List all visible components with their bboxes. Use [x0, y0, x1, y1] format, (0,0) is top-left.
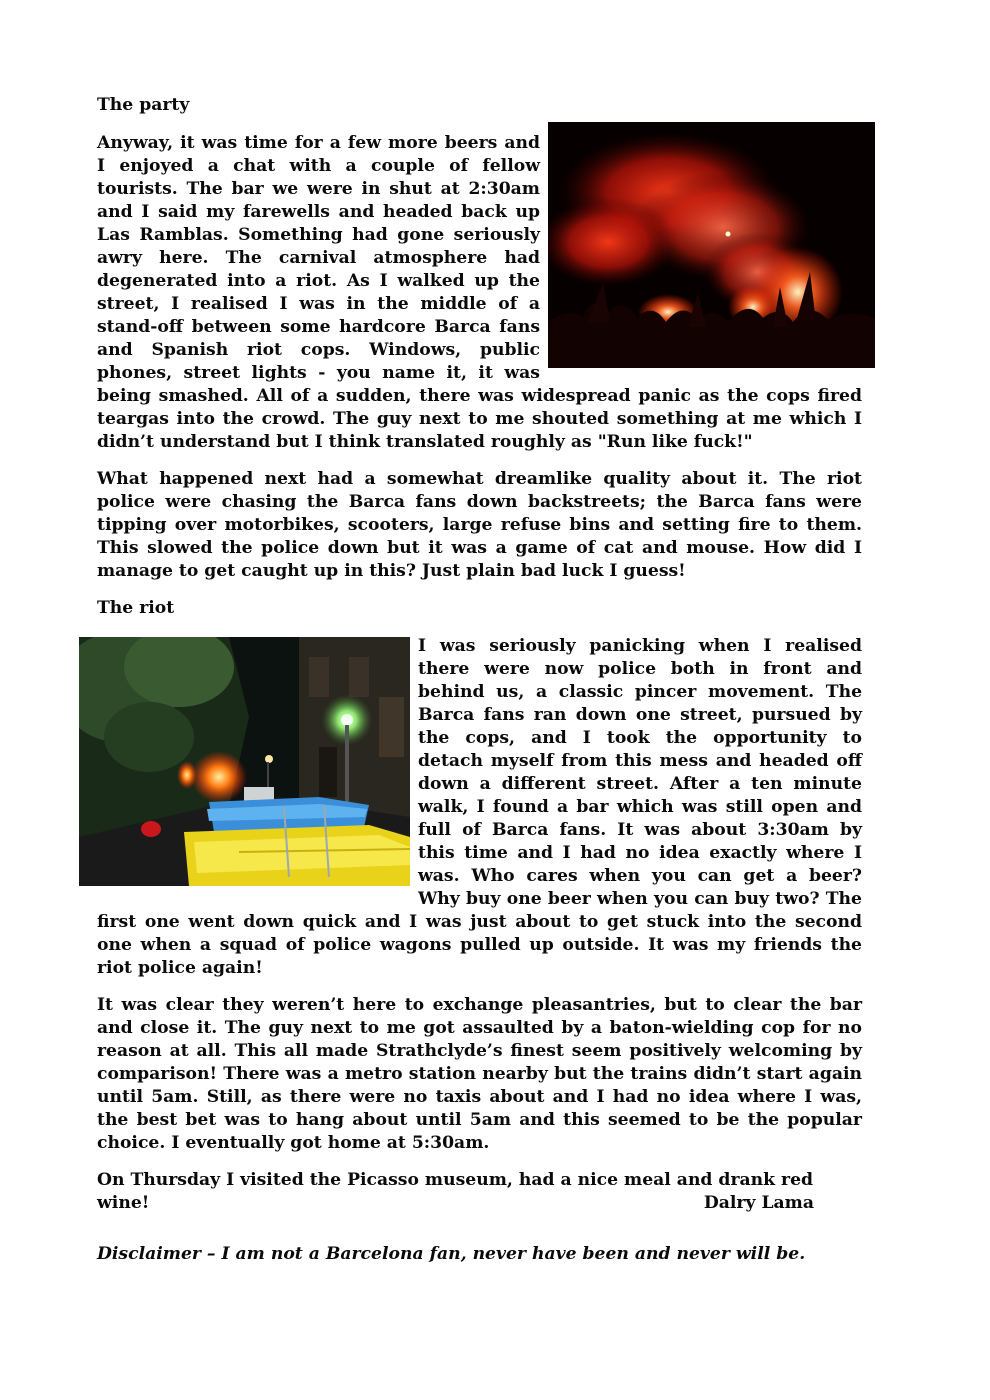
riot-paragraph-2: It was clear they weren’t here to exchange pleasantries, but to clear the bar and close it. The guy next to me got assaulted by a baton-wielding cop for no reason at all. This all made Strathclyde’s finest seem positively welcoming by comparison! There was a metro station nearby but the trains didn’t start again until 5am. Still, as there were no taxis about and I had no idea where I was, the best bet was to hang about until 5am and this seemed to be the popular choice. I eventually got home at 5:30am. — [97, 995, 862, 1153]
riot-paragraph-1: I was seriously panicking when I realised there were now police both in front and behind us, a classic pincer movement. The Barca fans ran down one street, pursued by the cops, and I took the opportunity to detach myself from this mess and headed off down a different street. After a ten minute walk, I found a bar which was still open and full of Barca fans. It was about 3:30am by this time and I had no idea exactly where I was. Who cares when you can get a beer? Why buy one beer when you can buy two? The first one went down quick and I was just about to get stuck into the second one when a squad of police wagons pulled up outside. It was my friends the riot police again! — [97, 636, 862, 978]
party-paragraph-1: Anyway, it was time for a few more beers and I enjoyed a chat with a couple of fellow tourists. The bar we were in shut at 2:30am and I said my farewells and headed back up Las Ramblas. Something had gone seriously awry here. The carnival atmosphere had degenerated into a riot. As I walked up the street, I realised I was in the middle of a stand-off between some hardcore Barca fans and Spanish riot cops. Windows, public phones, street lights - you name it, it was being smashed. All of a sudden, there was widespread panic as the cops fired teargas into the crowd. The guy next to me shouted something at me which I didn’t understand but I think translated roughly as "Run like fuck!" — [97, 133, 862, 452]
closing-paragraph — [97, 1169, 862, 1215]
article — [97, 94, 862, 1280]
section-heading-riot: The riot — [97, 598, 175, 618]
party-paragraph-2: What happened next had a somewhat dreamlike quality about it. The riot police were chasing the Barca fans down backstreets; the Barca fans were tipping over motorbikes, scooters, large refuse bins and setting fire to them. This slowed the police down but it was a game of cat and mouse. How did I manage to get caught up in this? Just plain bad luck I guess! — [97, 469, 862, 581]
party-flare-illustration — [548, 122, 875, 368]
closing-text: On Thursday I visited the Picasso museum, had a nice meal and drank red wine! — [97, 1170, 814, 1213]
author-signature: Dalry Lama — [703, 1193, 814, 1213]
riot-street-photo — [79, 637, 410, 886]
section-heading-party: The party — [97, 95, 190, 115]
party-flare-photo — [548, 122, 875, 368]
riot-street-illustration — [79, 637, 410, 886]
disclaimer: Disclaimer – I am not a Barcelona fan, never have been and never will be. — [97, 1244, 806, 1264]
